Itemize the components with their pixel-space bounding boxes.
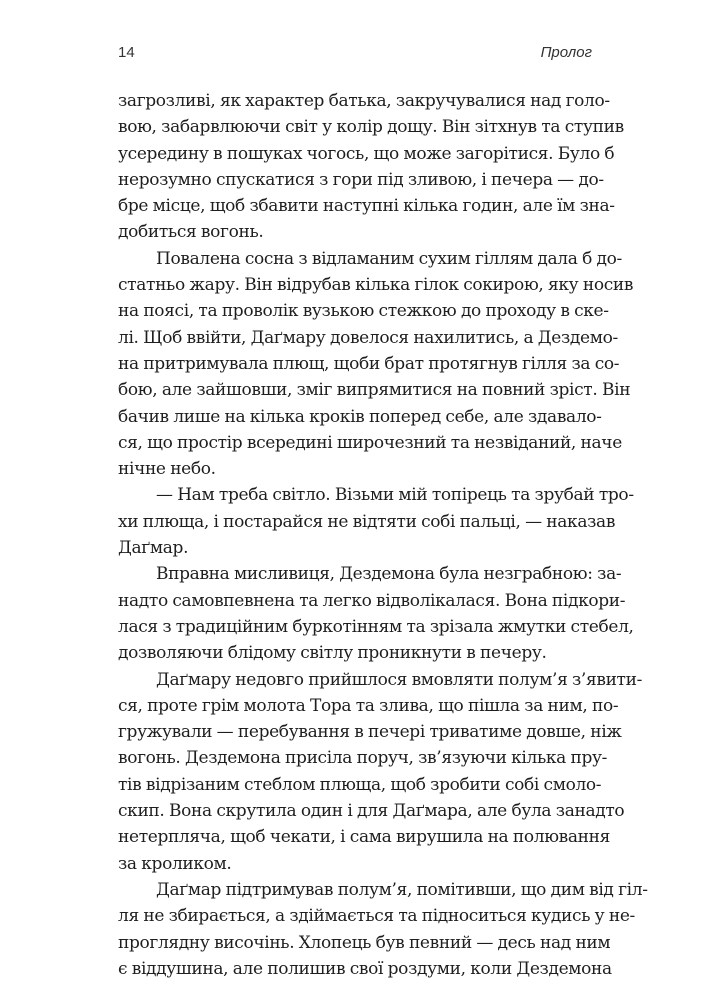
text-line: нерозумно спускатися з гори під зливою, і печера — до- bbox=[118, 169, 604, 190]
text-line: тів відрізаним стеблом плюща, щоб зробити собі смоло- bbox=[118, 774, 602, 795]
text-line: на поясі, та проволік вузькою стежкою до проходу в ске- bbox=[118, 301, 609, 322]
page-header bbox=[118, 44, 592, 68]
text-line: проглядну височінь. Хлопець був певний — десь над ним bbox=[118, 932, 611, 953]
text-line: ся, проте грім молота Тора та злива, що пішла за ним, по- bbox=[118, 695, 619, 716]
text-line: Даґмар підтримував полум’я, помітивши, що дим від гіл- bbox=[156, 879, 648, 900]
text-line: бре місце, щоб збавити наступні кілька годин, але їм зна- bbox=[118, 196, 615, 217]
text-line: Даґмар. bbox=[118, 538, 189, 559]
text-line: за кроликом. bbox=[118, 853, 232, 874]
text-line: вогонь. Дездемона присіла поруч, зв’язуючи кілька пру- bbox=[118, 748, 608, 769]
text-line: статньо жару. Він відрубав кілька гілок сокирою, яку носив bbox=[118, 275, 634, 296]
text-line: Даґмару недовго прийшлося вмовляти полум’я з’явити- bbox=[156, 669, 642, 690]
text-line: загрозливі, як характер батька, закручувалися над голо- bbox=[118, 91, 610, 111]
text-line: нетерпляча, щоб чекати, і сама вирушила на полювання bbox=[118, 827, 611, 848]
text-line: хи плюща, і постарайся не відтяти собі пальці, — наказав bbox=[118, 511, 616, 532]
paragraph bbox=[118, 482, 634, 561]
text-line: — Нам треба світло. Візьми мій топірець та зрубай тро- bbox=[156, 485, 634, 506]
text-line: лі. Щоб ввійти, Даґмару довелося нахилитись, а Дездемо- bbox=[118, 327, 618, 348]
paragraph bbox=[118, 88, 624, 246]
text-line: вою, забарвлюючи світ у колір дощу. Він зітхнув та ступив bbox=[118, 117, 624, 138]
text-line: бачив лише на кілька кроків поперед себе, але здавало- bbox=[118, 406, 602, 427]
text-line: нічне небо. bbox=[118, 459, 216, 480]
paragraph bbox=[118, 667, 642, 877]
paragraph bbox=[118, 246, 634, 483]
text-line: добиться вогонь. bbox=[118, 222, 264, 243]
text-line: Повалена сосна з відламаним сухим гіллям дала б до- bbox=[156, 248, 622, 269]
running-head: Пролог bbox=[540, 44, 592, 61]
text-line: гружували — перебування в печері триватиме довше, ніж bbox=[118, 722, 622, 743]
text-line: лася з традиційним буркотінням та зрізала жмутки стебел, bbox=[118, 616, 634, 637]
text-line: Вправна мисливиця, Дездемона була незграбною: за- bbox=[156, 564, 622, 585]
page-number: 14 bbox=[118, 44, 135, 61]
text-line: дозволяючи блідому світлу проникнути в печеру. bbox=[118, 643, 547, 664]
text-line: бою, але зайшовши, зміг випрямитися на повний зріст. Він bbox=[118, 380, 631, 401]
paragraph bbox=[118, 561, 634, 666]
text-line: скип. Вона скрутила один і для Даґмара, але була занадто bbox=[118, 801, 625, 822]
text-line: ля не збирається, а здіймається та підноситься кудись у не- bbox=[118, 906, 635, 927]
paragraph bbox=[118, 877, 648, 982]
text-line: ся, що простір всередині широчезний та незвіданий, наче bbox=[118, 432, 622, 453]
text-line: є віддушина, але полишив свої роздуми, коли Дездемона bbox=[118, 958, 612, 979]
text-line: усередину в пошуках чогось, що може загорітися. Було б bbox=[118, 143, 615, 164]
text-line: надто самовпевнена та легко відволікалася. Вона підкори- bbox=[118, 590, 626, 611]
body-text bbox=[118, 88, 648, 982]
text-line: на притримувала плющ, щоби брат протягнув гілля за со- bbox=[118, 353, 620, 374]
